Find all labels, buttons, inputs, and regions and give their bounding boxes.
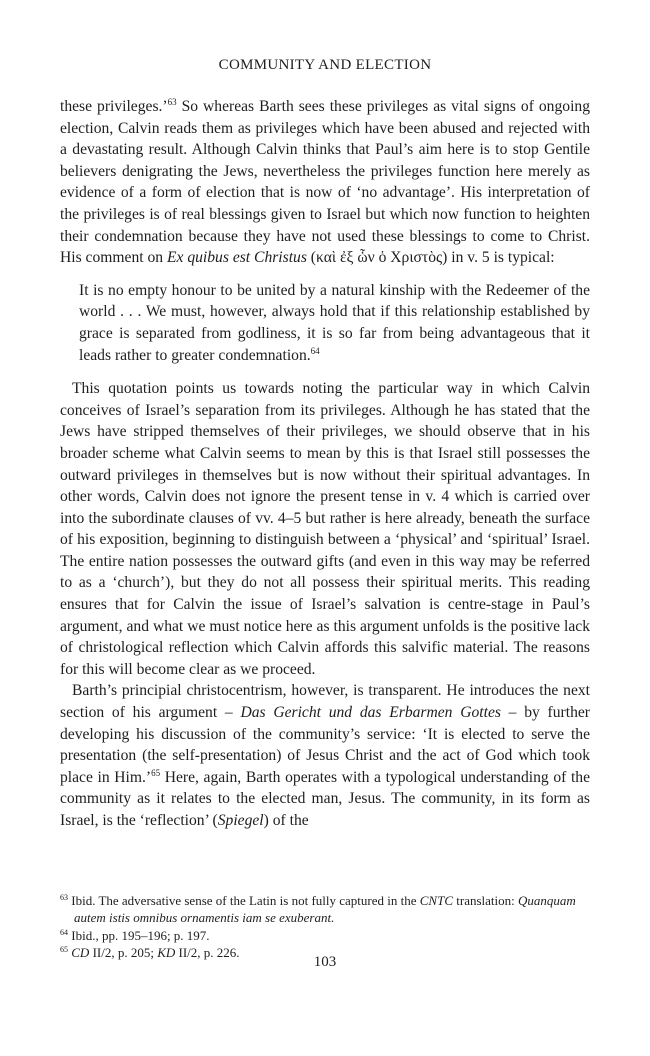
footnote-ref-63[interactable]: 63 <box>167 97 177 107</box>
para3-text-c: Here, again, Barth operates with a typological understanding of the community as it relates to the elected man, Jesus. The community, in its form as Israel, is the ‘reflection’ ( <box>60 768 590 829</box>
footnote-ref-65[interactable]: 65 <box>151 767 161 778</box>
para1-text-b: So whereas Barth sees these privileges as vital signs of ongoing election, Calvin reads them as privileges which have been abused and rejected with a devastating result. Although Calvin thinks that Paul’s aim here is to stop Gentile believers denigrating the Jews, nevertheless the privileges function here merely as evidence of a form of election that is now of ‘no advantage’. His interpretation of the privileges is of real blessings given to Israel but which now function to heighten their condemnation because they have not used these blessings to come to Christ. His comment on <box>60 98 590 267</box>
footnote-65-cd: CD <box>71 945 90 961</box>
footnote-63-abbr: CNTC <box>419 893 453 908</box>
latin-phrase: Ex quibus est Christus <box>166 249 307 267</box>
footnote-64 <box>60 927 590 944</box>
footnote-63-text-b: translation: <box>453 893 518 908</box>
footnote-63 <box>60 892 590 927</box>
footnote-65-text-b: II/2, p. 226. <box>175 945 240 961</box>
german-term: Spiegel <box>217 812 264 829</box>
block-quote <box>79 280 590 366</box>
footnote-65-text-a: II/2, p. 205; <box>89 945 158 961</box>
para3-text-b: – by further developing his discussion of the community’s service: ‘It is elected to serve the presentation (the self-presentation) of Jesus Christ and the act of God which took place in Him.’ <box>60 704 590 786</box>
paragraph-2: This quotation points us towards noting the particular way in which Calvin conceives of Israel’s separation from its privileges. Although he has stated that the Jews have stripped themselves of their privileges, we should observe that in his broader scheme what Calvin seems to mean by this is that Israel still possesses the outward privileges in themselves but is now without their spiritual advantages. In other words, Calvin does not ignore the present tense in v. 4 which is carried over into the subordinate clauses of vv. 4–5 but rather is here already, beneath the surface of his exposition, beginning to distinguish between a ‘physical’ and ‘spiritual’ Israel. The entire nation possesses the outward gifts (and even in this way may be referred to as a ‘church’), but they do not all possess their spiritual merits. This reading ensures that for Calvin the issue of Israel’s salvation is centre-stage in Paul’s argument, and what we must notice here as this argument unfolds is the positive lack of christological reflection which Calvin affords this salvific material. The reasons for this will become clear as we proceed. <box>60 380 590 678</box>
para1-text-c: (καὶ ἐξ ὧν ὁ Χριστὸς) in v. 5 is typical: <box>306 249 555 267</box>
para3-text-a: Barth’s principial christocentrism, however, is transparent. He introduces the next section of his argument – <box>60 682 590 722</box>
footnote-63-text-a: Ibid. The adversative sense of the Latin is not fully captured in the <box>68 893 420 908</box>
footnote-number: 64 <box>60 927 68 937</box>
paragraph-1 <box>60 96 590 269</box>
main-text <box>60 96 590 832</box>
footnote-ref-64[interactable]: 64 <box>310 345 320 356</box>
page-number: 103 <box>313 954 337 970</box>
quote-text: It is no empty honour to be united by a natural kinship with the Redeemer of the world . . . We must, however, always hold that if this relationship established by grace is separated from godliness, it is so far from being advantageous that it leads rather to greater condemnation. <box>79 281 590 364</box>
footnote-number: 65 <box>60 945 68 955</box>
footnote-number: 63 <box>60 893 68 902</box>
german-title: Das Gericht und das Erbarmen Gottes <box>240 704 501 722</box>
footnotes <box>60 892 590 962</box>
para1-text-a: these privileges.’ <box>60 98 168 115</box>
running-head: COMMUNITY AND ELECTION <box>218 57 432 73</box>
footnote-64-text: Ibid., pp. 195–196; p. 197. <box>68 927 210 943</box>
para3-text-d: ) of the <box>263 812 309 829</box>
footnote-63-latin: Quanquam autem istis omnibus ornamentis iam se exuberant. <box>74 893 576 926</box>
paragraph-3 <box>60 680 590 831</box>
footnote-65-kd: KD <box>157 945 176 961</box>
